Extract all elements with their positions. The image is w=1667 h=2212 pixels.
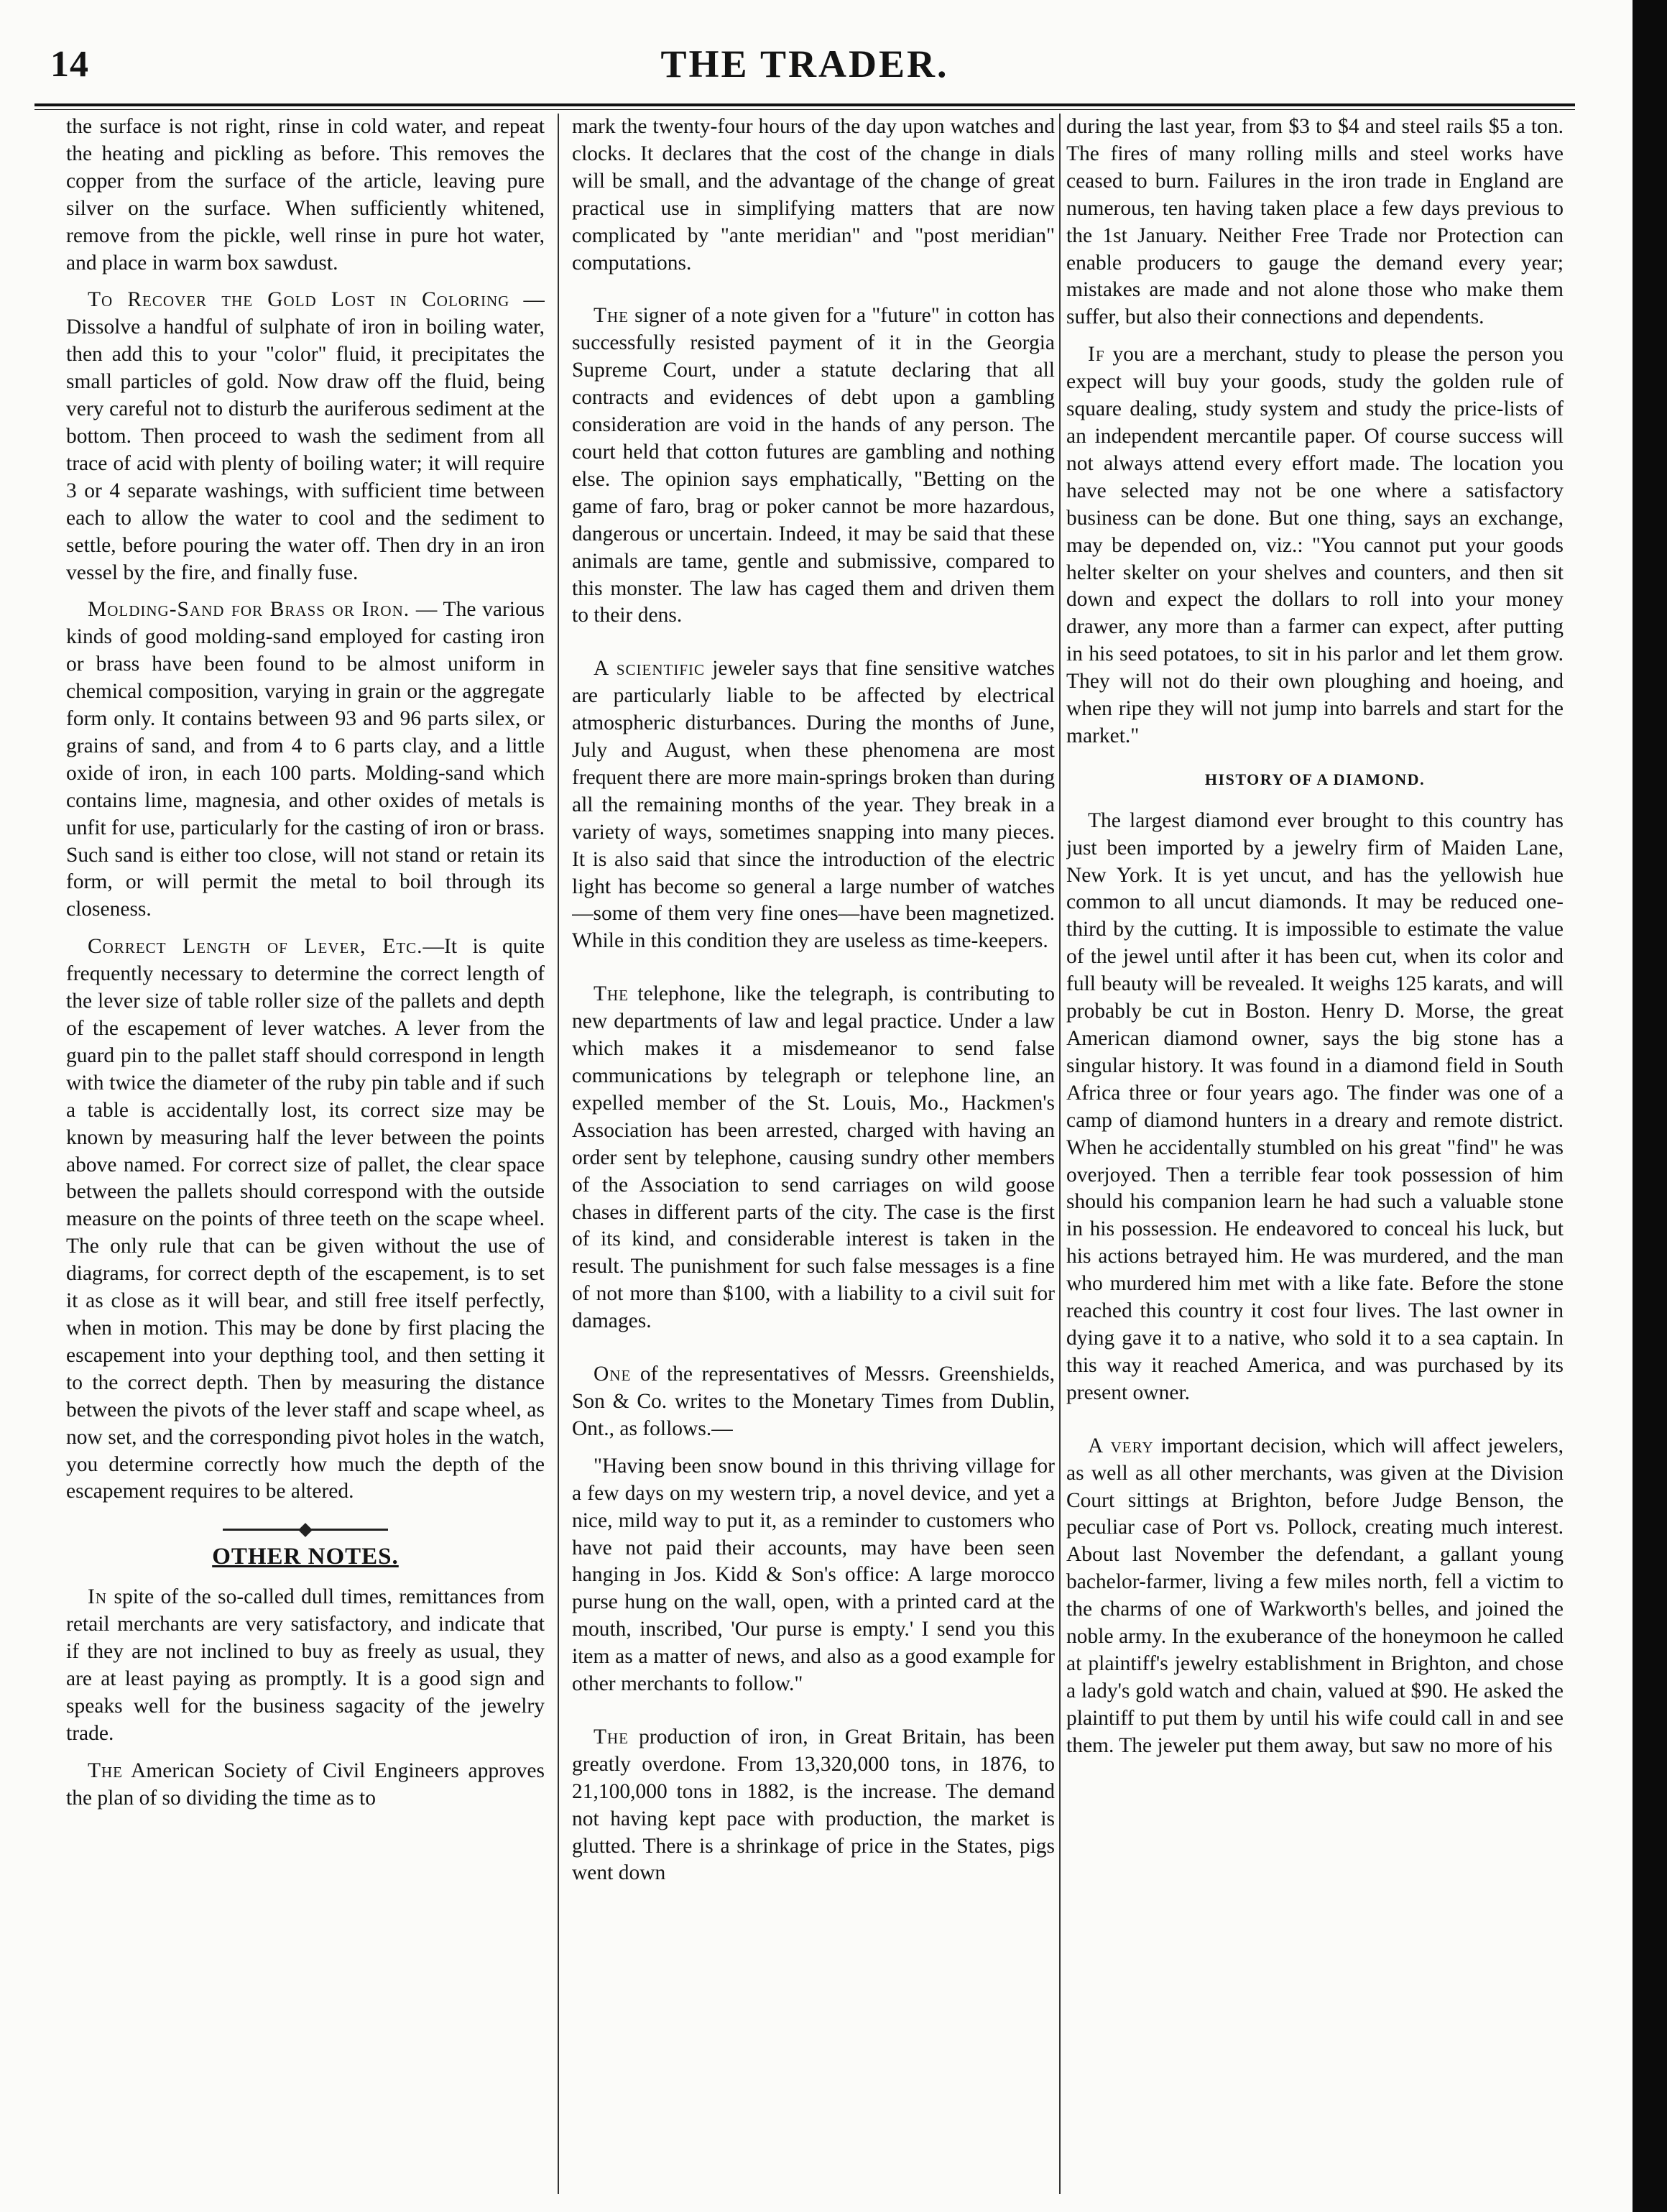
article-heading: To Recover the Gold Lost in Coloring [88,288,510,312]
lead-word: In [88,1585,107,1609]
article-paragraph [572,303,1055,630]
paragraph-gap [572,640,1055,655]
page-header [34,37,1575,99]
lead-word: A very [1088,1434,1154,1457]
column-divider-1 [558,114,559,2194]
article-paragraph [572,1361,1055,1443]
paragraph-gap [572,1708,1055,1724]
page-edge-shadow [1633,0,1667,2212]
article-paragraph [1066,1433,1564,1760]
article-subheading: HISTORY OF A DIAMOND. [1204,770,1426,788]
article-text: signer of a note given for a "future" in cotton has successfully resisted payment of it in the Georgia Supreme Court, under a statute declaring that all contracts and evidences of debt upon a gambling consideration are void in the hands of any person. The court held that cotton futures are gambling and nothing else. The opinion says emphatically, "Betting on the game of faro, brag or poker cannot be more hazardous, dangerous or uncertain. Indeed, it may be said that these animals are tame, gentle and submissive, compared to this monster. The law has caged them and driven them to their dens. [572,304,1055,627]
article-text: jeweler says that fine sensitive watches are particularly liable to be affected by electrical atmospheric disturbances. During the months of June, July and August, when these phenomena are most frequent there are more main-springs broken than during all the remaining months of the year. They break in a variety of ways, sometimes snapping into many pieces. It is also said that since the introduction of the electric light has become so general a large number of watches—some of them very fine ones—have been magnetized. While in this condition they are useless as time-keepers. [572,657,1055,953]
article-text: production of iron, in Great Britain, has been greatly overdone. From 13,320,000 tons, in 1876, to 21,100,000 tons in 1882, is the increase. The demand not having kept pace with production, the market is glutted. There is a shrinkage of price in the States, pigs went down [572,1725,1055,1885]
article-text: spite of the so-called dull times, remittances from retail merchants are very satisfactory, and indicate that if they are not inclined to buy as freely as usual, they are at least paying as promptly. It is a good sign and speaks well for the business sagacity of the jewelry trade. [66,1585,545,1745]
article-paragraph [66,1584,545,1747]
lead-word: One [594,1363,632,1386]
paragraph-gap [572,1345,1055,1361]
lead-word: If [1088,343,1105,367]
article-paragraph: during the last year, from $3 to $4 and steel rails $5 a ton. The fires of many rolling mills and steel works have ceased to burn. Failures in the iron trade in England are numerous, ten having taken place a few days previous to the 1st January. Neither Free Trade nor Protection can enable producers to gauge the demand every year; mistakes are made and not alone those who make them suffer, but also their connections and dependents. [1066,115,1564,329]
lead-word: The [594,304,629,328]
column-1 [66,114,545,2194]
article-paragraph [66,934,545,1506]
article-heading: Molding-Sand for Brass or Iron. [88,598,410,622]
article-heading: Correct Length of Lever, Etc. [88,935,423,959]
article-paragraph [66,596,545,923]
article-text: of the representatives of Messrs. Greenshields, Son & Co. writes to the Monetary Times from Dublin, Ont., as follows.— [572,1363,1055,1440]
article-paragraph: mark the twenty-four hours of the day upon watches and clocks. It declares that the cost of the change in dials will be small, and the advantage of the change of great practical use in simplifying matters that are now complicated by "ante meridian" and "post meridian" computations. [572,115,1055,275]
paragraph-gap [572,287,1055,303]
article-paragraph: The largest diamond ever brought to this country has just been imported by a jewelry firm of Maiden Lane, New York. It is yet uncut, and has the yellowish hue common to all uncut diamonds. It may be reduced one-third by the cutting. It is impossible to estimate the value of the jewel until after it has been cut, when its color and full beauty will be revealed. It weighs 125 karats, and will probably be cut in Boston. Henry D. Morse, the great American diamond owner, says the big stone has a singular history. It was found in a diamond field in South Africa three or four years ago. The finder was one of a camp of diamond hunters in a dreary and remote district. When he accidentally stumbled on his great "find" he was overjoyed. Then a terrible fear took possession of him should his companion learn he had such a valuable stone in his possession. He endeavored to conceal his luck, but his actions betrayed him. He was murdered, and the man who murdered him met with a like fate. Before the stone reached this country it cost four lives. The last owner in dying gave it to a native, who sold it to a sea captain. In this way it reached America, and was purchased by its present owner. [1066,808,1564,1404]
article-paragraph [1066,341,1564,750]
article-text: — The various kinds of good molding-sand employed for casting iron or brass have been found to be almost uniform in chemical composition, varying in grain or the aggregate form only. It contains between 93 and 96 parts silex, or grains of sand, and from 4 to 6 parts clay, and a little oxide of iron, in each 100 parts. Molding-sand which contains lime, magnesia, and other oxides of metals is unfit for use, particularly for the casting of iron or brass. Such sand is either too close, will not stand or retain its form, or will permit the metal to boil through its closeness. [66,598,545,921]
article-text: — Dissolve a handful of sulphate of iron in boiling water, then add this to your "color" fluid, it precipitates the small particles of gold. Now draw off the fluid, being very careful not to disturb the auriferous sediment at the bottom. Then proceed to wash the sediment from all trace of acid with plenty of boiling water; it will require 3 or 4 separate washings, with sufficient time between each to allow the water to cool and the sediment to settle, before pouring the water off. Then dry in an iron vessel by the fire, and finally fuse. [66,288,545,584]
article-paragraph [66,287,545,586]
article-paragraph [572,1724,1055,1887]
column-divider-2 [1059,114,1061,2194]
article-paragraph: "Having been snow bound in this thriving village for a few days on my western trip, a novel device, and yet a nice, mild way to put it, as a reminder to customers who have not paid their accounts, may have been seen hanging in Jos. Kidd & Son's office: A large morocco purse hung on the wall, open, with a printed card at the mouth, inscribed, 'Our purse is empty.' I send you this item as a matter of news, and also as a good example for other merchants to follow." [572,1454,1055,1696]
page-number: 14 [50,44,89,85]
article-paragraph [572,655,1055,955]
section-title: OTHER NOTES. [212,1544,399,1570]
header-rule [34,103,1575,110]
column-2 [572,114,1055,2194]
article-text: you are a merchant, study to please the person you expect will buy your goods, study the golden rule of square dealing, study system and study the price-lists of an independent mercantile paper. Of course success will not always attend every effort made. The location you have selected may not be one where a satisfactory business can be done. But one thing, says an exchange, may be depended on, viz.: "You cannot put your goods helter skelter on your shelves and counters, and then sit down and expect the dollars to roll into your money drawer, any more than a farmer can expect, after putting in his seed potatoes, to sit in his parlor and let them grow. They will not do their own ploughing and hoeing, and when ripe they will not jump into barrels and start for the market." [1066,343,1564,747]
article-paragraph: the surface is not right, rinse in cold water, and repeat the heating and pickling as before. This removes the copper from the surface of the article, leaving pure silver on the surface. When sufficiently whitened, remove from the pickle, well rinse in pure hot water, and place in warm box sawdust. [66,115,545,275]
article-text: important decision, which will affect jewelers, as well as all other merchants, was given at the Division Court sittings at Brighton, before Judge Benson, the peculiar case of Port vs. Pollock, creating much interest. About last November the defendant, a gallant young bachelor-farmer, living a few miles north, fell a victim to the charms of one of Warkworth's belles, and joined the noble army. In the exuberance of the honeymoon he called at plaintiff's jewelry establishment in Brighton, and chose a lady's gold watch and chain, valued at $90. He asked the plaintiff to put them by until his wife could call in and see them. The jeweler put them away, but saw no more of his [1066,1434,1564,1757]
article-text: American Society of Civil Engineers approves the plan of so dividing the time as to [66,1759,545,1810]
article-text: telephone, like the telegraph, is contributing to new departments of law and legal practice. Under a law which makes it a misdemeanor to send false communications by telegraph or telephone line, an expelled member of the St. Louis, Mo., Hackmen's Association has been arrested, charged with having an order sent by telephone, causing sundry other members of the Association to send carriages on wild goose chases in different parts of the city. The case is the first of its kind, and considerable interest is taken in the result. The punishment for such false messages is a fine of not more than $100, with a liability to a civil suit for damages. [572,982,1055,1333]
paragraph-gap [572,965,1055,981]
masthead-title: THE TRADER. [660,42,949,86]
article-paragraph [66,1758,545,1812]
section-ornament-rule [223,1529,388,1531]
lead-word: The [594,1725,629,1748]
lead-word: The [594,982,629,1006]
article-text: —It is quite frequently necessary to determine the correct length of the lever size of table roller size of the pallets and depth of the escapement of lever watches. A lever from the guard pin to the pallet staff should correspond in length with twice the diameter of the ruby pin table and if such a table is accidentally lost, its correct size may be known by measuring half the lever between the points above named. For correct size of pallet, the clear space between the pallets should correspond with the outside measure on the points of three teeth on the scape wheel. The only rule that can be given without the use of diagrams, for correct depth of the escapement, is to set it as close as it will bear, and still free itself perfectly, when in motion. This may be done by first placing the escapement into your depthing tool, and then setting it to the correct depth. Then by measuring the distance between the pivots of the lever staff and scape wheel, as now set, and the corresponding pivot holes in the watch, you determine correctly how much the depth of the escapement requires to be altered. [66,935,545,1503]
article-paragraph [572,981,1055,1335]
lead-word: A scientific [594,657,706,681]
column-3 [1066,114,1564,2194]
paragraph-gap [1066,1417,1564,1433]
lead-word: The [88,1759,124,1782]
